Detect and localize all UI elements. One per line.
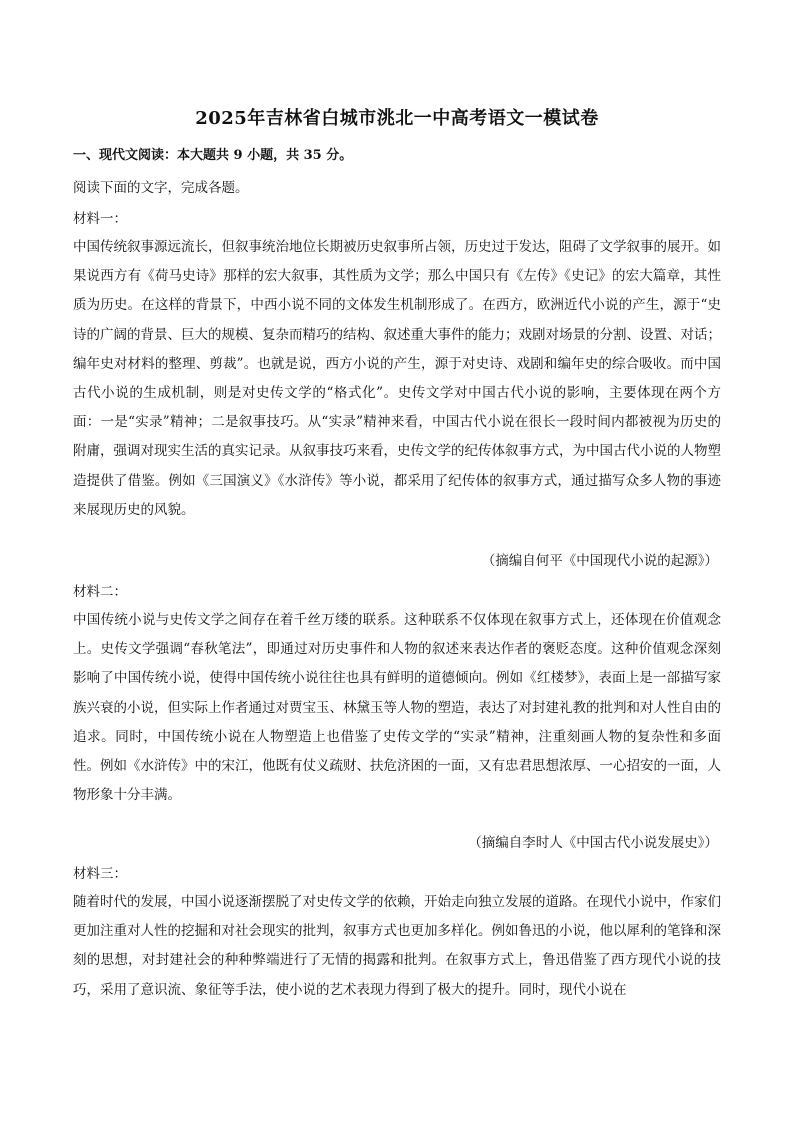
reading-instruction: 阅读下面的文字，完成各题。 — [73, 180, 249, 196]
section-heading: 一、现代文阅读：本大题共 9 小题，共 35 分。 — [73, 148, 353, 163]
material-2-label: 材料二： — [73, 584, 127, 600]
material-3-label: 材料三： — [73, 866, 127, 882]
material-2-source: （摘编自李时人《中国古代小说发展史》） — [468, 835, 718, 851]
material-3-text: 随着时代的发展，中国小说逐渐摆脱了对史传文学的依赖，开始走向独立发展的道路。在现代小说中，作家们更加注重对人性的挖掘和对社会现实的批判，叙事方式也更加多样化。例如鲁迅的小说，他以犀利的笔锋和深刻的思想，对封建社会的种种弊端进行了无情的揭露和批判。在叙事方式上，鲁迅借鉴了西方现代小说的技巧，采用了意识流、象征等手法，使小说的艺术表现力得到了极大的提升。同时，现代小说在 — [73, 894, 721, 998]
material-2-text: 中国传统小说与史传文学之间存在着千丝万缕的联系。这种联系不仅体现在叙事方式上，还体现在价值观念上。史传文学强调“春秋笔法”，即通过对历史事件和人物的叙述来表达作者的褒贬态度。这种价值观念深刻影响了中国传统小说，使得中国传统小说往往也具有鲜明的道德倾向。例如《红楼梦》，表面上是一部描写家族兴衰的小说，但实际上作者通过对贾宝玉、林黛玉等人物的塑造，表达了对封建礼教的批判和对人性自由的追求。同时，中国传统小说在人物塑造上也借鉴了史传文学的“实录”精神，注重刻画人物的复杂性和多面性。例如《水浒传》中的宋江，他既有仗义疏财、扶危济困的一面，又有忠君思想浓厚、一心招安的一面，人物形象十分丰满。 — [73, 612, 721, 804]
material-1-text: 中国传统叙事源远流长，但叙事统治地位长期被历史叙事所占领，历史过于发达，阻碍了文学叙事的展开。如果说西方有《荷马史诗》那样的宏大叙事，其性质为文学；那么中国只有《左传》《史记》的宏大篇章，其性质为历史。在这样的背景下，中西小说不同的文体发生机制形成了。在西方，欧洲近代小说的产生，源于“史诗的广阔的背景、巨大的规模、复杂而精巧的结构、叙述重大事件的能力；戏剧对场景的分割、设置、对话；编年史对材料的整理、剪裁”。也就是说，西方小说的产生，源于对史诗、戏剧和编年史的综合吸收。而中国古代小说的生成机制，则是对史传文学的“格式化”。史传文学对中国古代小说的影响，主要体现在两个方面：一是“实录”精神；二是叙事技巧。从“实录”精神来看，中国古代小说在很长一段时间内都被视为历史的附庸，强调对现实生活的真实记录。从叙事技巧来看，史传文学的纪传体叙事方式，为中国古代小说的人物塑造提供了借鉴。例如《三国演义》《水浒传》等小说，都采用了纪传体的叙事方式，通过描写众多人物的事迹来展现历史的风貌。 — [73, 239, 721, 518]
page-title: 2025年吉林省白城市洮北一中高考语文一模试卷 — [195, 108, 599, 129]
material-1-label: 材料一： — [73, 211, 127, 227]
material-1-source: （摘编自何平《中国现代小说的起源》） — [481, 553, 718, 569]
